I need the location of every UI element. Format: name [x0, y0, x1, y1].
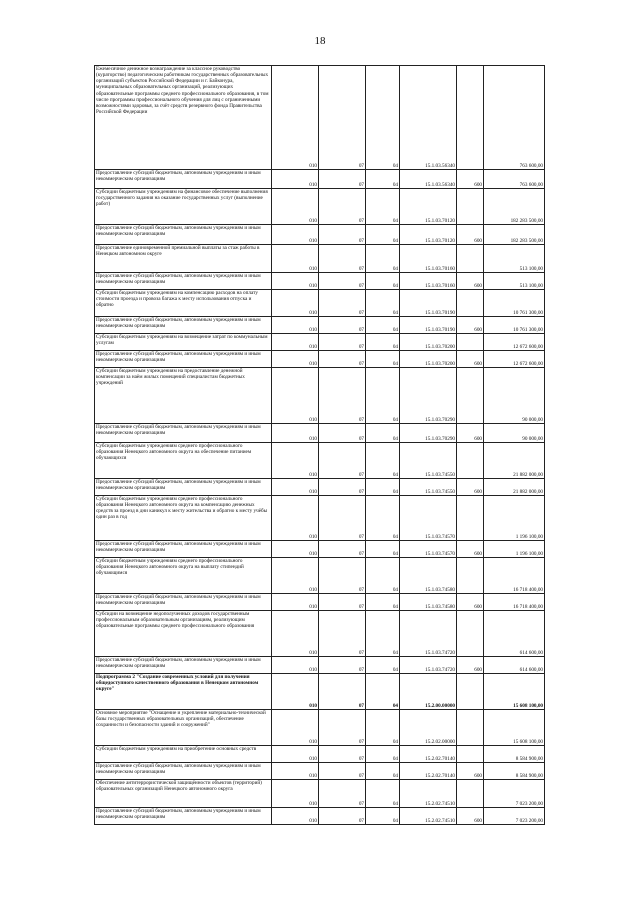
code-section: 07 [319, 808, 366, 825]
code-section: 07 [319, 189, 366, 225]
target-article-code: 15.1.03.74570 [400, 541, 457, 558]
target-article-code: 15.2.02.00000 [400, 710, 457, 746]
table-row [95, 443, 545, 479]
code-subsection: 04 [366, 290, 400, 317]
code-admin: 010 [272, 334, 319, 351]
row-description: Подпрограмма 2 "Создание современных условий для получения общедоступного качественного образования в Ненецком автономном округе" [95, 674, 272, 710]
code-subsection: 04 [366, 189, 400, 225]
code-admin: 010 [272, 746, 319, 763]
code-section: 07 [319, 290, 366, 317]
target-article-code: 15.2.00.00000 [400, 674, 457, 710]
expense-type-code [457, 66, 484, 170]
target-article-code: 15.1.03.74580 [400, 594, 457, 611]
target-article-code: 15.1.03.74570 [400, 496, 457, 541]
target-article-code: 15.1.03.70190 [400, 290, 457, 317]
code-admin: 010 [272, 780, 319, 808]
code-subsection: 04 [366, 746, 400, 763]
amount: 12 672 600,00 [484, 351, 545, 368]
code-admin: 010 [272, 657, 319, 674]
target-article-code: 15.1.03.70200 [400, 351, 457, 368]
code-section: 07 [319, 594, 366, 611]
amount: 614 600,00 [484, 657, 545, 674]
table-row [95, 351, 545, 368]
row-description: Предоставление субсидий бюджетным, автономным учреждениям и иным некоммерческим организациям [95, 808, 272, 825]
code-admin: 010 [272, 317, 319, 334]
amount: 12 672 600,00 [484, 334, 545, 351]
code-admin: 010 [272, 479, 319, 496]
code-subsection: 04 [366, 479, 400, 496]
code-subsection: 04 [366, 170, 400, 189]
code-admin: 010 [272, 424, 319, 443]
expense-type-code [457, 746, 484, 763]
row-description: Предоставление субсидий бюджетным, автономным учреждениям и иным некоммерческим организациям [95, 170, 272, 189]
amount: 1 196 100,00 [484, 496, 545, 541]
amount: 8 584 900,00 [484, 746, 545, 763]
code-admin: 010 [272, 763, 319, 780]
target-article-code: 15.1.03.74720 [400, 611, 457, 657]
code-section: 07 [319, 674, 366, 710]
row-description: Субсидии бюджетным учреждениям среднего профессионального образования Ненецкого автономного округа на обеспечение питанием обучающихся [95, 443, 272, 479]
amount: 763 600,00 [484, 170, 545, 189]
table-row [95, 368, 545, 424]
row-description: Предоставление субсидий бюджетным, автономным учреждениям и иным некоммерческим организациям [95, 763, 272, 780]
table-row [95, 763, 545, 780]
target-article-code: 15.2.02.70140 [400, 763, 457, 780]
amount: 10 761 300,00 [484, 290, 545, 317]
table-row [95, 541, 545, 558]
row-description: Субсидии бюджетным учреждениям среднего профессионального образования Ненецкого автономного округа на выплату стипендий обучающимся [95, 558, 272, 594]
code-subsection: 04 [366, 674, 400, 710]
target-article-code: 15.1.03.56340 [400, 170, 457, 189]
amount: 7 023 200,00 [484, 780, 545, 808]
amount: 513 100,00 [484, 273, 545, 290]
row-description: Предоставление субсидий бюджетным, автономным учреждениям и иным некоммерческим организациям [95, 594, 272, 611]
expense-type-code [457, 674, 484, 710]
amount: 90 000,00 [484, 424, 545, 443]
amount: 21 882 000,00 [484, 479, 545, 496]
row-description: Предоставление субсидий бюджетным, автономным учреждениям и иным некоммерческим организациям [95, 351, 272, 368]
row-description: Предоставление единовременной премиальной выплаты за стаж работы в Ненецком автономном округе [95, 245, 272, 273]
code-admin: 010 [272, 170, 319, 189]
code-section: 07 [319, 541, 366, 558]
table-row [95, 594, 545, 611]
target-article-code: 15.1.03.70120 [400, 189, 457, 225]
code-section: 07 [319, 368, 366, 424]
table-row [95, 611, 545, 657]
code-section: 07 [319, 611, 366, 657]
expense-type-code: 600 [457, 594, 484, 611]
code-section: 07 [319, 479, 366, 496]
amount: 7 023 200,00 [484, 808, 545, 825]
target-article-code: 15.1.03.74580 [400, 558, 457, 594]
target-article-code: 15.1.03.74550 [400, 443, 457, 479]
target-article-code: 15.2.02.74510 [400, 780, 457, 808]
amount: 8 584 900,00 [484, 763, 545, 780]
expense-type-code: 600 [457, 808, 484, 825]
code-section: 07 [319, 780, 366, 808]
target-article-code: 15.1.03.70160 [400, 245, 457, 273]
code-subsection: 04 [366, 780, 400, 808]
target-article-code: 15.1.03.74550 [400, 479, 457, 496]
code-admin: 010 [272, 496, 319, 541]
code-section: 07 [319, 170, 366, 189]
expense-type-code: 600 [457, 225, 484, 245]
expense-type-code: 600 [457, 273, 484, 290]
table-row [95, 496, 545, 541]
code-section: 07 [319, 273, 366, 290]
table-row [95, 746, 545, 763]
code-subsection: 04 [366, 66, 400, 170]
code-admin: 010 [272, 368, 319, 424]
code-admin: 010 [272, 273, 319, 290]
code-admin: 010 [272, 66, 319, 170]
code-admin: 010 [272, 611, 319, 657]
code-section: 07 [319, 334, 366, 351]
row-description: Предоставление субсидий бюджетным, автономным учреждениям и иным некоммерческим организациям [95, 273, 272, 290]
amount: 763 600,00 [484, 66, 545, 170]
table-row [95, 317, 545, 334]
code-subsection: 04 [366, 594, 400, 611]
row-description: Предоставление субсидий бюджетным, автономным учреждениям и иным некоммерческим организациям [95, 424, 272, 443]
amount: 513 100,00 [484, 245, 545, 273]
code-subsection: 04 [366, 558, 400, 594]
expense-type-code: 600 [457, 657, 484, 674]
code-subsection: 04 [366, 368, 400, 424]
table-row [95, 245, 545, 273]
amount: 1 196 100,00 [484, 541, 545, 558]
code-section: 07 [319, 225, 366, 245]
code-section: 07 [319, 710, 366, 746]
expense-type-code [457, 334, 484, 351]
table-row [95, 780, 545, 808]
table-row [95, 225, 545, 245]
code-section: 07 [319, 317, 366, 334]
code-subsection: 04 [366, 351, 400, 368]
code-section: 07 [319, 351, 366, 368]
amount: 182 283 500,00 [484, 225, 545, 245]
code-section: 07 [319, 763, 366, 780]
row-description: Предоставление субсидий бюджетным, автономным учреждениям и иным некоммерческим организациям [95, 317, 272, 334]
table-row [95, 808, 545, 825]
expense-type-code [457, 780, 484, 808]
code-subsection: 04 [366, 317, 400, 334]
amount: 16 718 400,00 [484, 558, 545, 594]
target-article-code: 15.2.02.70140 [400, 746, 457, 763]
amount: 15 608 100,00 [484, 674, 545, 710]
expense-type-code [457, 611, 484, 657]
code-subsection: 04 [366, 710, 400, 746]
row-description: Предоставление субсидий бюджетным, автономным учреждениям и иным некоммерческим организациям [95, 225, 272, 245]
amount: 16 718 400,00 [484, 594, 545, 611]
row-description: Обеспечение антитеррористической защищённости объектов (территорий) образовательных организаций Ненецкого автономного округа [95, 780, 272, 808]
code-subsection: 04 [366, 225, 400, 245]
code-subsection: 04 [366, 808, 400, 825]
code-subsection: 04 [366, 763, 400, 780]
amount: 15 608 100,00 [484, 710, 545, 746]
code-section: 07 [319, 443, 366, 479]
code-section: 07 [319, 496, 366, 541]
code-subsection: 04 [366, 245, 400, 273]
table-row [95, 558, 545, 594]
code-admin: 010 [272, 189, 319, 225]
table-row [95, 674, 545, 710]
target-article-code: 15.1.03.70120 [400, 225, 457, 245]
table-row [95, 424, 545, 443]
amount: 182 283 500,00 [484, 189, 545, 225]
expense-type-code [457, 189, 484, 225]
code-subsection: 04 [366, 424, 400, 443]
expense-type-code: 600 [457, 763, 484, 780]
amount: 90 000,00 [484, 368, 545, 424]
code-admin: 010 [272, 225, 319, 245]
code-admin: 010 [272, 710, 319, 746]
target-article-code: 15.1.03.70190 [400, 317, 457, 334]
expense-type-code [457, 245, 484, 273]
target-article-code: 15.1.03.70200 [400, 334, 457, 351]
code-subsection: 04 [366, 496, 400, 541]
code-section: 07 [319, 245, 366, 273]
code-admin: 010 [272, 674, 319, 710]
row-description: Ежемесячное денежное вознаграждение за классное руководство (кураторство) педагогическим работникам государственных образовательных организаций субъектов Российской Федерации и г. Байконура, муниципальных образовательных организаций, реализующих образовательные программы среднего профессионального образования, в том числе программы профессионального обучения для лиц с ограниченными возможностями здоровья, за счёт средств резервного фонда Правительства Российской Федерации [95, 66, 272, 170]
table-row [95, 189, 545, 225]
expense-type-code [457, 290, 484, 317]
code-subsection: 04 [366, 541, 400, 558]
row-description: Субсидии бюджетным учреждениям на возмещение затрат по коммунальным услугам [95, 334, 272, 351]
budget-table-body [95, 66, 545, 825]
code-section: 07 [319, 424, 366, 443]
code-subsection: 04 [366, 273, 400, 290]
row-description: Предоставление субсидий бюджетным, автономным учреждениям и иным некоммерческим организациям [95, 541, 272, 558]
row-description: Субсидии бюджетным учреждениям среднего профессионального образования Ненецкого автономного округа на компенсацию денежных средств за проезд в дни каникул к месту жительства и обратно к месту учёбы один раз в год [95, 496, 272, 541]
row-description: Предоставление субсидий бюджетным, автономным учреждениям и иным некоммерческим организациям [95, 479, 272, 496]
code-section: 07 [319, 66, 366, 170]
code-section: 07 [319, 558, 366, 594]
code-admin: 010 [272, 594, 319, 611]
target-article-code: 15.1.03.74720 [400, 657, 457, 674]
expense-type-code [457, 443, 484, 479]
code-section: 07 [319, 657, 366, 674]
row-description: Субсидии бюджетным учреждениям на финансовое обеспечение выполнения государственного задания на оказание государственных услуг (выполнение работ) [95, 189, 272, 225]
code-subsection: 04 [366, 334, 400, 351]
amount: 21 882 000,00 [484, 443, 545, 479]
code-admin: 010 [272, 245, 319, 273]
expense-type-code: 600 [457, 479, 484, 496]
code-section: 07 [319, 746, 366, 763]
expense-type-code: 600 [457, 170, 484, 189]
expense-type-code: 600 [457, 351, 484, 368]
code-subsection: 04 [366, 657, 400, 674]
target-article-code: 15.1.03.70160 [400, 273, 457, 290]
table-row [95, 710, 545, 746]
page-number: 18 [314, 35, 326, 47]
amount: 614 600,00 [484, 611, 545, 657]
expense-type-code: 600 [457, 424, 484, 443]
target-article-code: 15.2.02.74510 [400, 808, 457, 825]
row-description: Предоставление субсидий бюджетным, автономным учреждениям и иным некоммерческим организациям [95, 657, 272, 674]
table-row [95, 170, 545, 189]
code-admin: 010 [272, 351, 319, 368]
budget-table [94, 65, 545, 825]
table-row [95, 657, 545, 674]
target-article-code: 15.1.03.56340 [400, 66, 457, 170]
expense-type-code: 600 [457, 541, 484, 558]
code-subsection: 04 [366, 611, 400, 657]
expense-type-code: 600 [457, 317, 484, 334]
row-description: Основное мероприятие "Оснащение и укрепление материально-технической базы государственных образовательных организаций, обеспечение сохранности и безопасности зданий и сооружений" [95, 710, 272, 746]
code-admin: 010 [272, 558, 319, 594]
row-description: Субсидии бюджетным учреждениям на предоставление денежной компенсации за наём жилых помещений специалистам бюджетных учреждений [95, 368, 272, 424]
table-row [95, 273, 545, 290]
code-admin: 010 [272, 443, 319, 479]
expense-type-code [457, 558, 484, 594]
code-admin: 010 [272, 290, 319, 317]
table-row [95, 479, 545, 496]
row-description: Субсидии бюджетным учреждениям на компенсацию расходов на оплату стоимости проезда и провоза багажа к месту использования отпуска и обратно [95, 290, 272, 317]
row-description: Субсидии бюджетным учреждениям на приобретение основных средств [95, 746, 272, 763]
table-row [95, 290, 545, 317]
table-row [95, 334, 545, 351]
code-subsection: 04 [366, 443, 400, 479]
target-article-code: 15.1.03.70290 [400, 424, 457, 443]
row-description: Субсидии на возмещение недополученных доходов государственным профессиональным образовательным организациям, реализующим образовательные программы среднего профессионального образования [95, 611, 272, 657]
target-article-code: 15.1.03.70290 [400, 368, 457, 424]
code-admin: 010 [272, 541, 319, 558]
amount: 10 761 300,00 [484, 317, 545, 334]
expense-type-code [457, 496, 484, 541]
table-row [95, 66, 545, 170]
expense-type-code [457, 710, 484, 746]
expense-type-code [457, 368, 484, 424]
code-admin: 010 [272, 808, 319, 825]
